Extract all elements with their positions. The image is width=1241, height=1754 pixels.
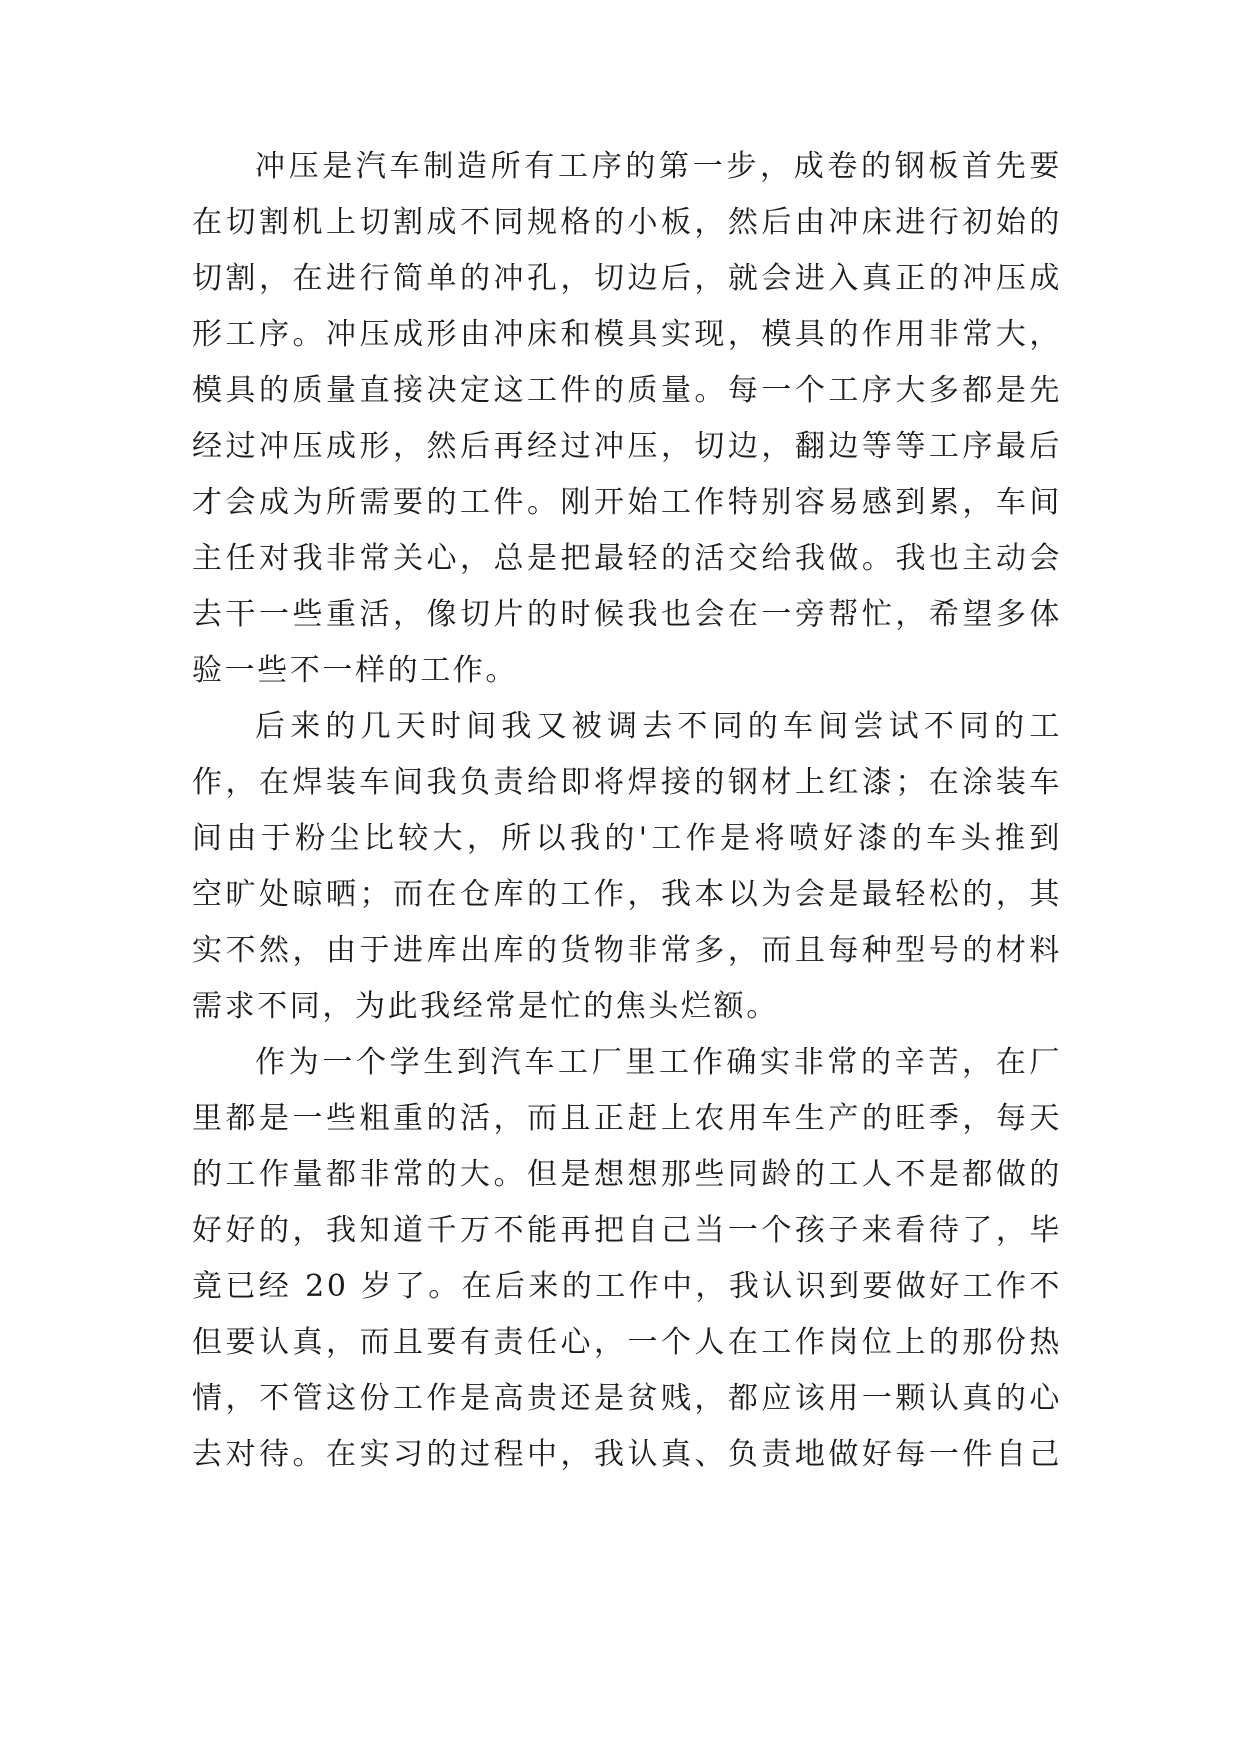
paragraph-3-line-8: 去对待。在实习的过程中，我认真、负责地做好每一件自己: [192, 1437, 1062, 1472]
paragraph-2-line-1: 后来的几天时间我又被调去不同的车间尝试不同的工: [255, 709, 1062, 744]
paragraph-3-line-2: 里都是一些粗重的活，而且正赶上农用车生产的旺季，每天: [192, 1101, 1062, 1136]
paragraph-1-line-1: 冲压是汽车制造所有工序的第一步，成卷的钢板首先要: [255, 149, 1062, 184]
paragraph-2-line-5: 实不然，由于进库出库的货物非常多，而且每种型号的材料: [192, 933, 1062, 968]
paragraph-1-line-5: 模具的质量直接决定这工件的质量。每一个工序大多都是先: [192, 373, 1062, 408]
paragraph-3-line-7: 情，不管这份工作是高贵还是贫贱，都应该用一颗认真的心: [192, 1381, 1062, 1416]
paragraph-3-line-6: 但要认真，而且要有责任心，一个人在工作岗位上的那份热: [192, 1325, 1062, 1360]
paragraph-2-line-4: 空旷处晾晒；而在仓库的工作，我本以为会是最轻松的，其: [192, 877, 1062, 912]
paragraph-3-line-5: 竟已经 20 岁了。在后来的工作中，我认识到要做好工作不: [192, 1269, 1062, 1304]
paragraph-1-line-7: 才会成为所需要的工件。刚开始工作特别容易感到累，车间: [192, 485, 1062, 520]
paragraph-2-line-2: 作，在焊装车间我负责给即将焊接的钢材上红漆；在涂装车: [192, 765, 1062, 800]
paragraph-1-line-4: 形工序。冲压成形由冲床和模具实现，模具的作用非常大，: [192, 317, 1062, 352]
paragraph-2-line-6: 需求不同，为此我经常是忙的焦头烂额。: [192, 989, 779, 1024]
paragraph-1-line-8: 主任对我非常关心，总是把最轻的活交给我做。我也主动会: [192, 541, 1062, 576]
paragraph-1-line-10: 验一些不一样的工作。: [192, 653, 518, 688]
paragraph-1-line-9: 去干一些重活，像切片的时候我也会在一旁帮忙，希望多体: [192, 597, 1062, 632]
paragraph-3-line-4: 好好的，我知道千万不能再把自己当一个孩子来看待了，毕: [192, 1213, 1062, 1248]
paragraph-3-line-3: 的工作量都非常的大。但是想想那些同龄的工人不是都做的: [192, 1157, 1062, 1192]
paragraph-3-line-1: 作为一个学生到汽车工厂里工作确实非常的辛苦，在厂: [255, 1045, 1062, 1080]
paragraph-2-line-3: 间由于粉尘比较大，所以我的'工作是将喷好漆的车头推到: [192, 821, 1062, 856]
paragraph-1-line-3: 切割，在进行简单的冲孔，切边后，就会进入真正的冲压成: [192, 261, 1062, 296]
paragraph-1-line-2: 在切割机上切割成不同规格的小板，然后由冲床进行初始的: [192, 205, 1062, 240]
paragraph-1-line-6: 经过冲压成形，然后再经过冲压，切边，翻边等等工序最后: [192, 429, 1062, 464]
